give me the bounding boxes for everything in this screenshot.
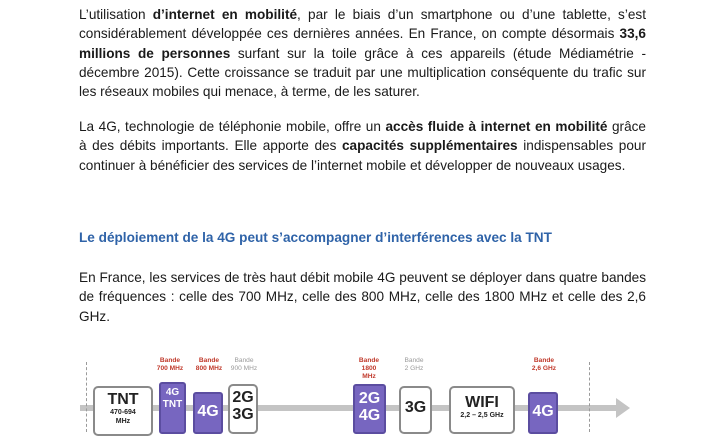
band-700-box [159, 382, 186, 434]
frequency-diagram [0, 340, 702, 432]
text-span: L’utilisation [79, 7, 153, 22]
tnt-unit: MHz [115, 418, 131, 425]
band-label-top: Bande [358, 357, 380, 364]
band-label-2ghz [399, 357, 429, 373]
band-900-box [228, 384, 258, 434]
bold-text: capacités supplémentaires [342, 138, 518, 154]
band-label-bottom: 900 MHz [230, 365, 258, 372]
band-800-box [193, 392, 223, 434]
band-label-top: Bande [234, 357, 254, 364]
band-1800-line2: 4G [358, 407, 381, 424]
text-span: , par le biais d’un smartphone ou d’une tablette, s’est considérablement développée ces dernières années. En France, on compte désormais [79, 7, 647, 42]
axis-tick [86, 362, 88, 432]
band-label-900 [229, 357, 259, 373]
paragraph-frequency-bands: En France, les services de très haut débit mobile 4G peuvent se déployer dans quatre bandes de fréquences : celle des 700 MHz, celle des 800 MHz, celle des 1800 MHz et celle des 2,6 GHz. [79, 270, 646, 324]
band-label-bottom: 800 MHz [195, 365, 223, 372]
bold-text: d’internet en mobilité [152, 7, 298, 22]
tnt-range: 470-694 [110, 409, 136, 416]
band-label-top: Bande [533, 357, 555, 364]
band-1800-line1: 2G [358, 390, 381, 407]
section-heading: Le déploiement de la 4G peut s’accompagner d’interférences avec la TNT [79, 230, 552, 245]
paragraph-mobile-internet [79, 5, 646, 101]
band-label-top: Bande [404, 357, 424, 364]
band-label-700 [155, 357, 185, 373]
band-label-26ghz [529, 357, 559, 373]
bold-text: 33,6 millions de personnes [79, 26, 646, 61]
band-800-label: 4G [197, 403, 219, 420]
band-2ghz-label: 3G [404, 399, 427, 416]
bold-text: accès fluide à internet en mobilité [385, 119, 608, 134]
band-900-line1: 2G [232, 389, 254, 406]
band-label-top: Bande [198, 357, 220, 364]
tnt-box [93, 386, 153, 436]
band-label-bottom: 700 MHz [156, 365, 184, 372]
band-label-1800 [354, 357, 384, 381]
axis-tick [589, 362, 591, 432]
band-label-bottom: 1800 MHz [361, 365, 377, 380]
wifi-range: 2,2 – 2,5 GHz [460, 412, 504, 419]
band-26ghz-box [528, 392, 558, 434]
band-label-800 [194, 357, 224, 373]
band-26ghz-label: 4G [532, 403, 554, 420]
band-1800-box [353, 384, 386, 434]
band-900-line2: 3G [232, 406, 254, 423]
text-span: grâce à des débits importants. Elle apporte des [79, 119, 646, 154]
band-label-top: Bande [159, 357, 181, 364]
axis-arrow-icon [616, 398, 630, 418]
band-700-line2: TNT [162, 399, 183, 410]
band-label-bottom: 2 GHz [404, 365, 424, 372]
paragraph-4g [79, 117, 646, 175]
text-span: indispensables pour continuer à bénéficier des services de l’internet mobile et développer de nouveaux usages. [79, 138, 646, 173]
text-span: surfant sur la toile grâce à ces appareils (étude Médiamétrie - décembre 2015). Cette croissance se traduit par une multiplication conséquente du trafic sur les réseaux mobiles qui menace, à terme, de les saturer. [79, 45, 646, 100]
band-label-bottom: 2,6 GHz [531, 365, 557, 372]
band-2ghz-box [399, 386, 432, 434]
tnt-title: TNT [107, 391, 139, 408]
text-span: La 4G, technologie de téléphonie mobile, offre un [79, 119, 386, 134]
band-700-line1: 4G [165, 387, 180, 398]
wifi-title: WIFI [465, 394, 499, 411]
wifi-box [449, 386, 515, 434]
